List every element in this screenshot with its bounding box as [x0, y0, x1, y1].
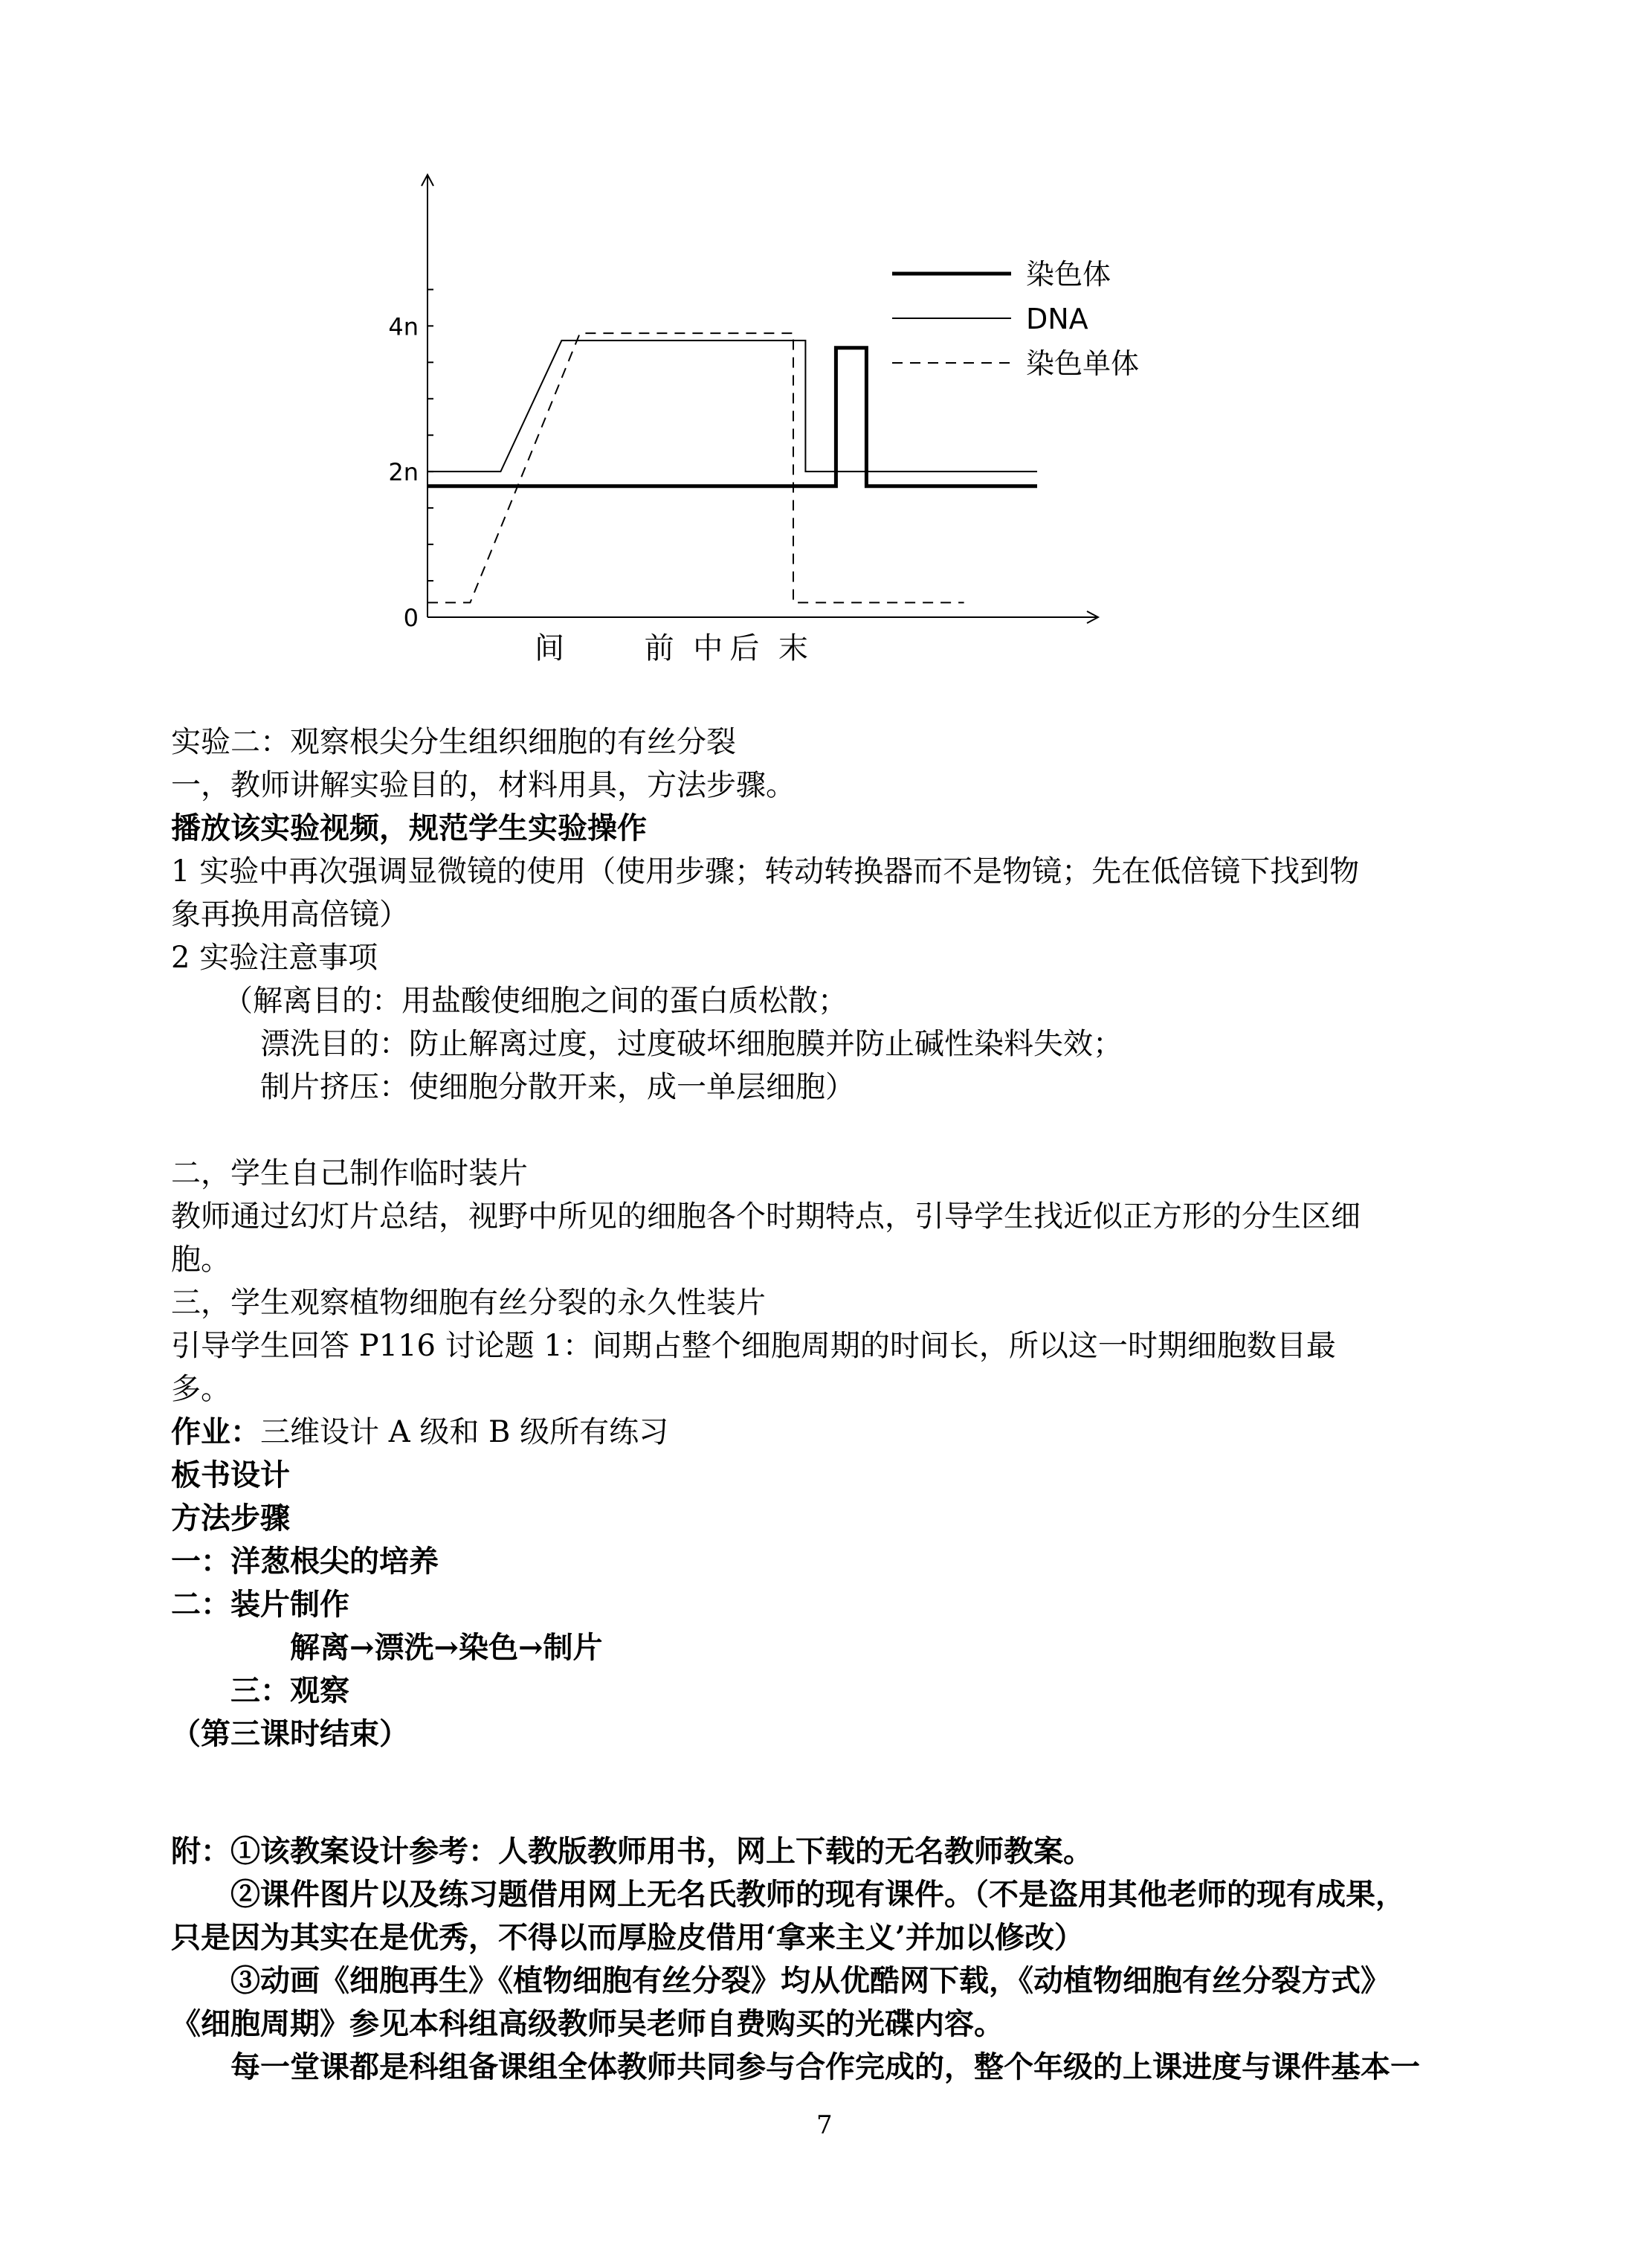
board-design: 板书设计: [171, 1457, 290, 1492]
chart-ticks: [388, 289, 808, 666]
note-dissociation: （解离目的：用盐酸使细胞之间的蛋白质松散；: [223, 984, 848, 1018]
appendix-2b: 只是因为其实在是优秀，不得以而厚脸皮借用‘拿来主义’并加以修改）: [171, 1920, 1084, 1955]
method-flow: 解离→漂洗→染色→制片: [290, 1630, 603, 1665]
method-step2: 二：装片制作: [171, 1587, 349, 1622]
legend-label: 染色体: [1026, 258, 1111, 291]
item1-line1: 1 实验中再次强调显微镜的使用（使用步骤；转动转换器而不是物镜；先在低倍镜下找到物: [171, 854, 1360, 889]
chart-legend: [892, 258, 1139, 380]
method-steps: 方法步骤: [171, 1501, 290, 1536]
guide-1: 引导学生回答 P116 讨论题 1：间期占整个细胞周期的时间长，所以这一时期细胞数目最: [171, 1329, 1336, 1363]
item1-line2: 象再换用高倍镜）: [171, 898, 409, 932]
lesson-end: （第三课时结束）: [171, 1716, 409, 1751]
chart-axes: [422, 175, 1098, 623]
step-one: 一，教师讲解实验目的，材料用具，方法步骤。: [171, 768, 796, 802]
homework: [171, 1411, 668, 1453]
x-tick-label: 后: [729, 631, 760, 666]
page-number: 7: [816, 2110, 833, 2140]
y-tick-label: 2n: [388, 458, 419, 487]
x-tick-label: 间: [535, 631, 564, 666]
teacher-summary-2: 胞。: [171, 1243, 230, 1277]
legend-label: DNA: [1026, 303, 1088, 335]
step-two: 二，学生自己制作临时装片: [171, 1156, 528, 1191]
method-step1: 一：洋葱根尖的培养: [171, 1544, 439, 1579]
chart-series: [427, 333, 1037, 602]
x-tick-label: 前: [644, 631, 674, 666]
appendix-3b: 《细胞周期》参见本科组高级教师吴老师自费购买的光碟内容。: [171, 2006, 1004, 2041]
step-three: 三，学生观察植物细胞有丝分裂的永久性装片: [171, 1286, 766, 1320]
y-tick-label: 0: [403, 604, 419, 632]
method-step3: 三：观察: [230, 1673, 349, 1708]
appendix-2a: ②课件图片以及练习题借用网上无名氏教师的现有课件。（不是盗用其他老师的现有成果，: [230, 1877, 1405, 1912]
guide-2: 多。: [171, 1372, 230, 1406]
series-line-thin: [427, 341, 1037, 471]
homework-label: 作业：: [171, 1414, 260, 1449]
appendix-1: 附：①该教案设计参考：人教版教师用书，网上下载的无名教师教案。: [171, 1834, 1093, 1869]
note-rinse: 漂洗目的：防止解离过度，过度破坏细胞膜并防止碱性染料失效；: [260, 1027, 1123, 1061]
video-note: 播放该实验视频，规范学生实验操作: [171, 811, 647, 845]
cell-cycle-chart: [372, 164, 1190, 669]
item2: 2 实验注意事项: [171, 941, 378, 975]
appendix-4: 每一堂课都是科组备课组全体教师共同参与合作完成的，整个年级的上课进度与课件基本一: [230, 2049, 1420, 2084]
series-line-dashed: [427, 333, 964, 602]
legend-label: 染色单体: [1026, 347, 1140, 380]
homework-text: 三维设计 A 级和 B 级所有练习: [260, 1415, 669, 1449]
x-tick-label: 末: [778, 631, 808, 666]
y-tick-label: 4n: [388, 312, 419, 341]
teacher-summary-1: 教师通过幻灯片总结，视野中所见的细胞各个时期特点，引导学生找近似正方形的分生区细: [171, 1199, 1361, 1234]
x-tick-label: 中: [693, 631, 723, 666]
appendix-3a: ③动画《细胞再生》《植物细胞有丝分裂》均从优酷网下载，《动植物细胞有丝分裂方式》: [230, 1963, 1390, 1998]
note-press: 制片挤压：使细胞分散开来，成一单层细胞）: [260, 1070, 855, 1104]
series-line-thick: [427, 348, 1037, 486]
exp2-heading: 实验二：观察根尖分生组织细胞的有丝分裂: [171, 725, 736, 759]
